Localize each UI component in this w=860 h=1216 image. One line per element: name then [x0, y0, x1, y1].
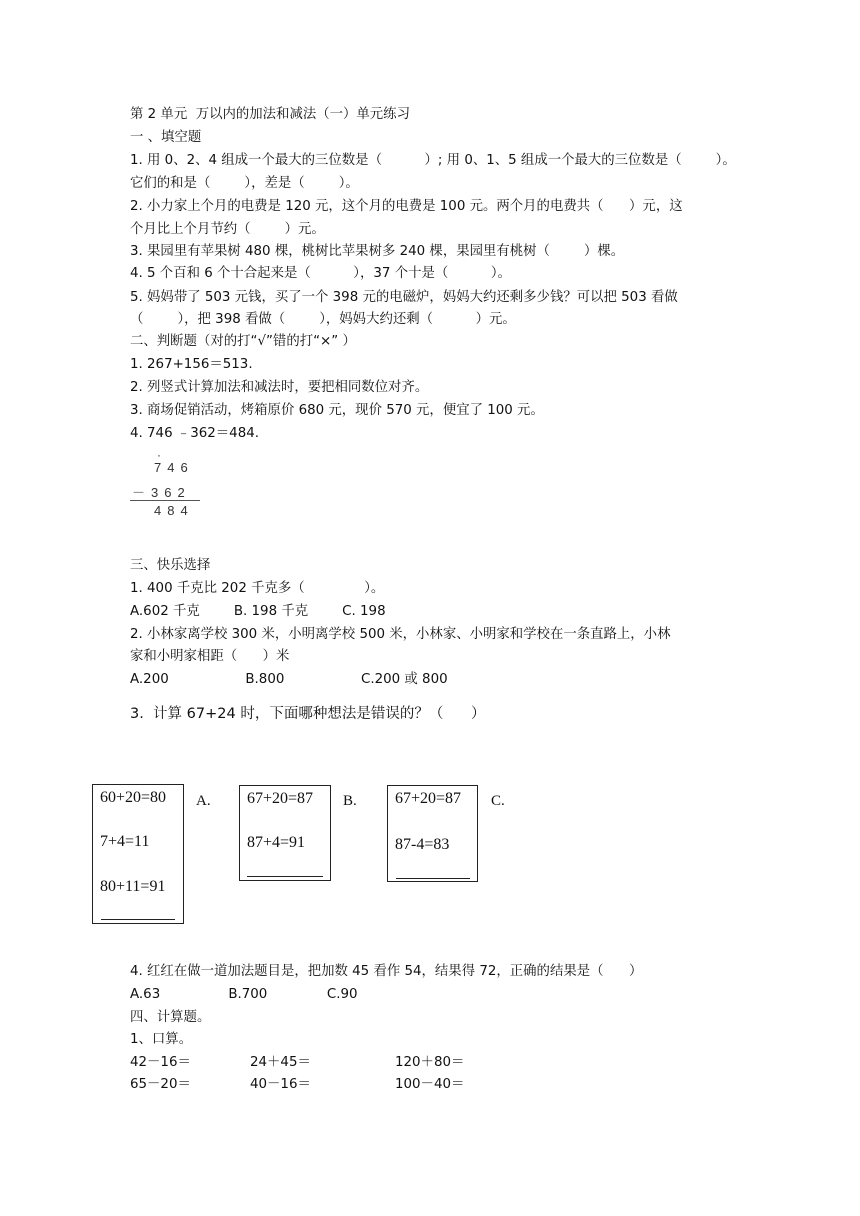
- box-b-label: B.: [343, 793, 357, 809]
- difference: 484: [154, 503, 194, 518]
- method-box-b: [239, 785, 331, 881]
- box-c-eq: 67+20=87: [395, 790, 462, 807]
- s1-line: 它们的和是（ ），差是（ ）。: [130, 176, 359, 191]
- s1-line: 2. 小力家上个月的电费是 120 元，这个月的电费是 100 元。两个月的电费共（ ）元，这: [130, 199, 683, 214]
- s1-line: 4. 5 个百和 6 个十合起来是（ ），37 个十是（ ）。: [130, 266, 511, 281]
- s3-q2-line2: 家和小明家相距（ ）米: [130, 649, 290, 664]
- s3-q4-options: A.63 B.700 C.90: [130, 987, 358, 1002]
- box-a-eq: 7+4=11: [100, 833, 150, 850]
- s3-q3: 3. 计算 67+24 时，下面哪种想法是错误的？（ ）: [130, 706, 486, 722]
- s2-line: 4. 746 ﹣362＝484.: [130, 426, 260, 441]
- calc-item: 42－16＝: [130, 1055, 191, 1070]
- s2-line: 2. 列竖式计算加法和减法时，要把相同数位对齐。: [130, 380, 429, 395]
- box-c-eq: 87-4=83: [395, 836, 450, 853]
- calc-item: 24＋45＝: [250, 1055, 311, 1070]
- s1-line: （ ），把 398 看做（ ），妈妈大约还剩（ ）元。: [130, 312, 516, 327]
- s3-q2-options: A.200 B.800 C.200 或 800: [130, 672, 448, 687]
- subtrahend: －362: [132, 485, 191, 500]
- section4-heading: 四、计算题。: [130, 1010, 211, 1025]
- section4-sub: 1、口算。: [130, 1032, 193, 1047]
- s2-line: 3. 商场促销活动，烤箱原价 680 元，现价 570 元，便宜了 100 元。: [130, 403, 544, 418]
- box-c-label: C.: [491, 793, 505, 809]
- s1-line: 1. 用 0、2、4 组成一个最大的三位数是（ ）; 用 0、1、5 组成一个最大的三位数是（ ）。: [130, 153, 736, 168]
- s3-q2-line1: 2. 小林家离学校 300 米，小明离学校 500 米，小林家、小明家和学校在一条直路上，小林: [130, 627, 671, 642]
- section2-heading: 二、判断题（对的打“√”错的打“×” ）: [130, 334, 356, 349]
- s3-q4: 4. 红红在做一道加法题目是，把加数 45 看作 54，结果得 72，正确的结果是（ ）: [130, 964, 643, 979]
- page-title: 第 2 单元 万以内的加法和减法（一）单元练习: [130, 107, 410, 122]
- carry-dot: ·: [157, 448, 167, 462]
- box-a-eq: 60+20=80: [100, 789, 167, 806]
- calc-item: 120＋80＝: [395, 1055, 465, 1070]
- vertical-subtraction: [128, 448, 204, 524]
- method-box-a: [92, 784, 184, 924]
- box-b-eq: 87+4=91: [247, 834, 306, 851]
- s1-line: 3. 果园里有苹果树 480 棵，桃树比苹果树多 240 棵，果园里有桃树（ ）棵。: [130, 244, 625, 259]
- method-box-c: [387, 785, 478, 882]
- s1-line: 个月比上个月节约（ ）元。: [130, 222, 325, 237]
- box-a-label: A.: [196, 793, 211, 809]
- box-b-eq: 67+20=87: [247, 790, 314, 807]
- calc-item: 40－16＝: [250, 1077, 311, 1092]
- s3-q1-options: A.602 千克 B. 198 千克 C. 198: [130, 604, 386, 619]
- section1-heading: 一 、填空题: [130, 130, 202, 145]
- s2-line: 1. 267+156＝513.: [130, 357, 253, 372]
- minuend: 746: [154, 460, 194, 475]
- calc-item: 100－40＝: [395, 1077, 465, 1092]
- box-a-eq: 80+11=91: [100, 878, 166, 895]
- s1-line: 5. 妈妈带了 503 元钱，买了一个 398 元的电磁炉，妈妈大约还剩多少钱？可以把 503 看做: [130, 290, 678, 305]
- calc-item: 65－20＝: [130, 1077, 191, 1092]
- section3-heading: 三、快乐选择: [130, 558, 211, 573]
- s3-q1: 1. 400 千克比 202 千克多（ ）。: [130, 581, 385, 596]
